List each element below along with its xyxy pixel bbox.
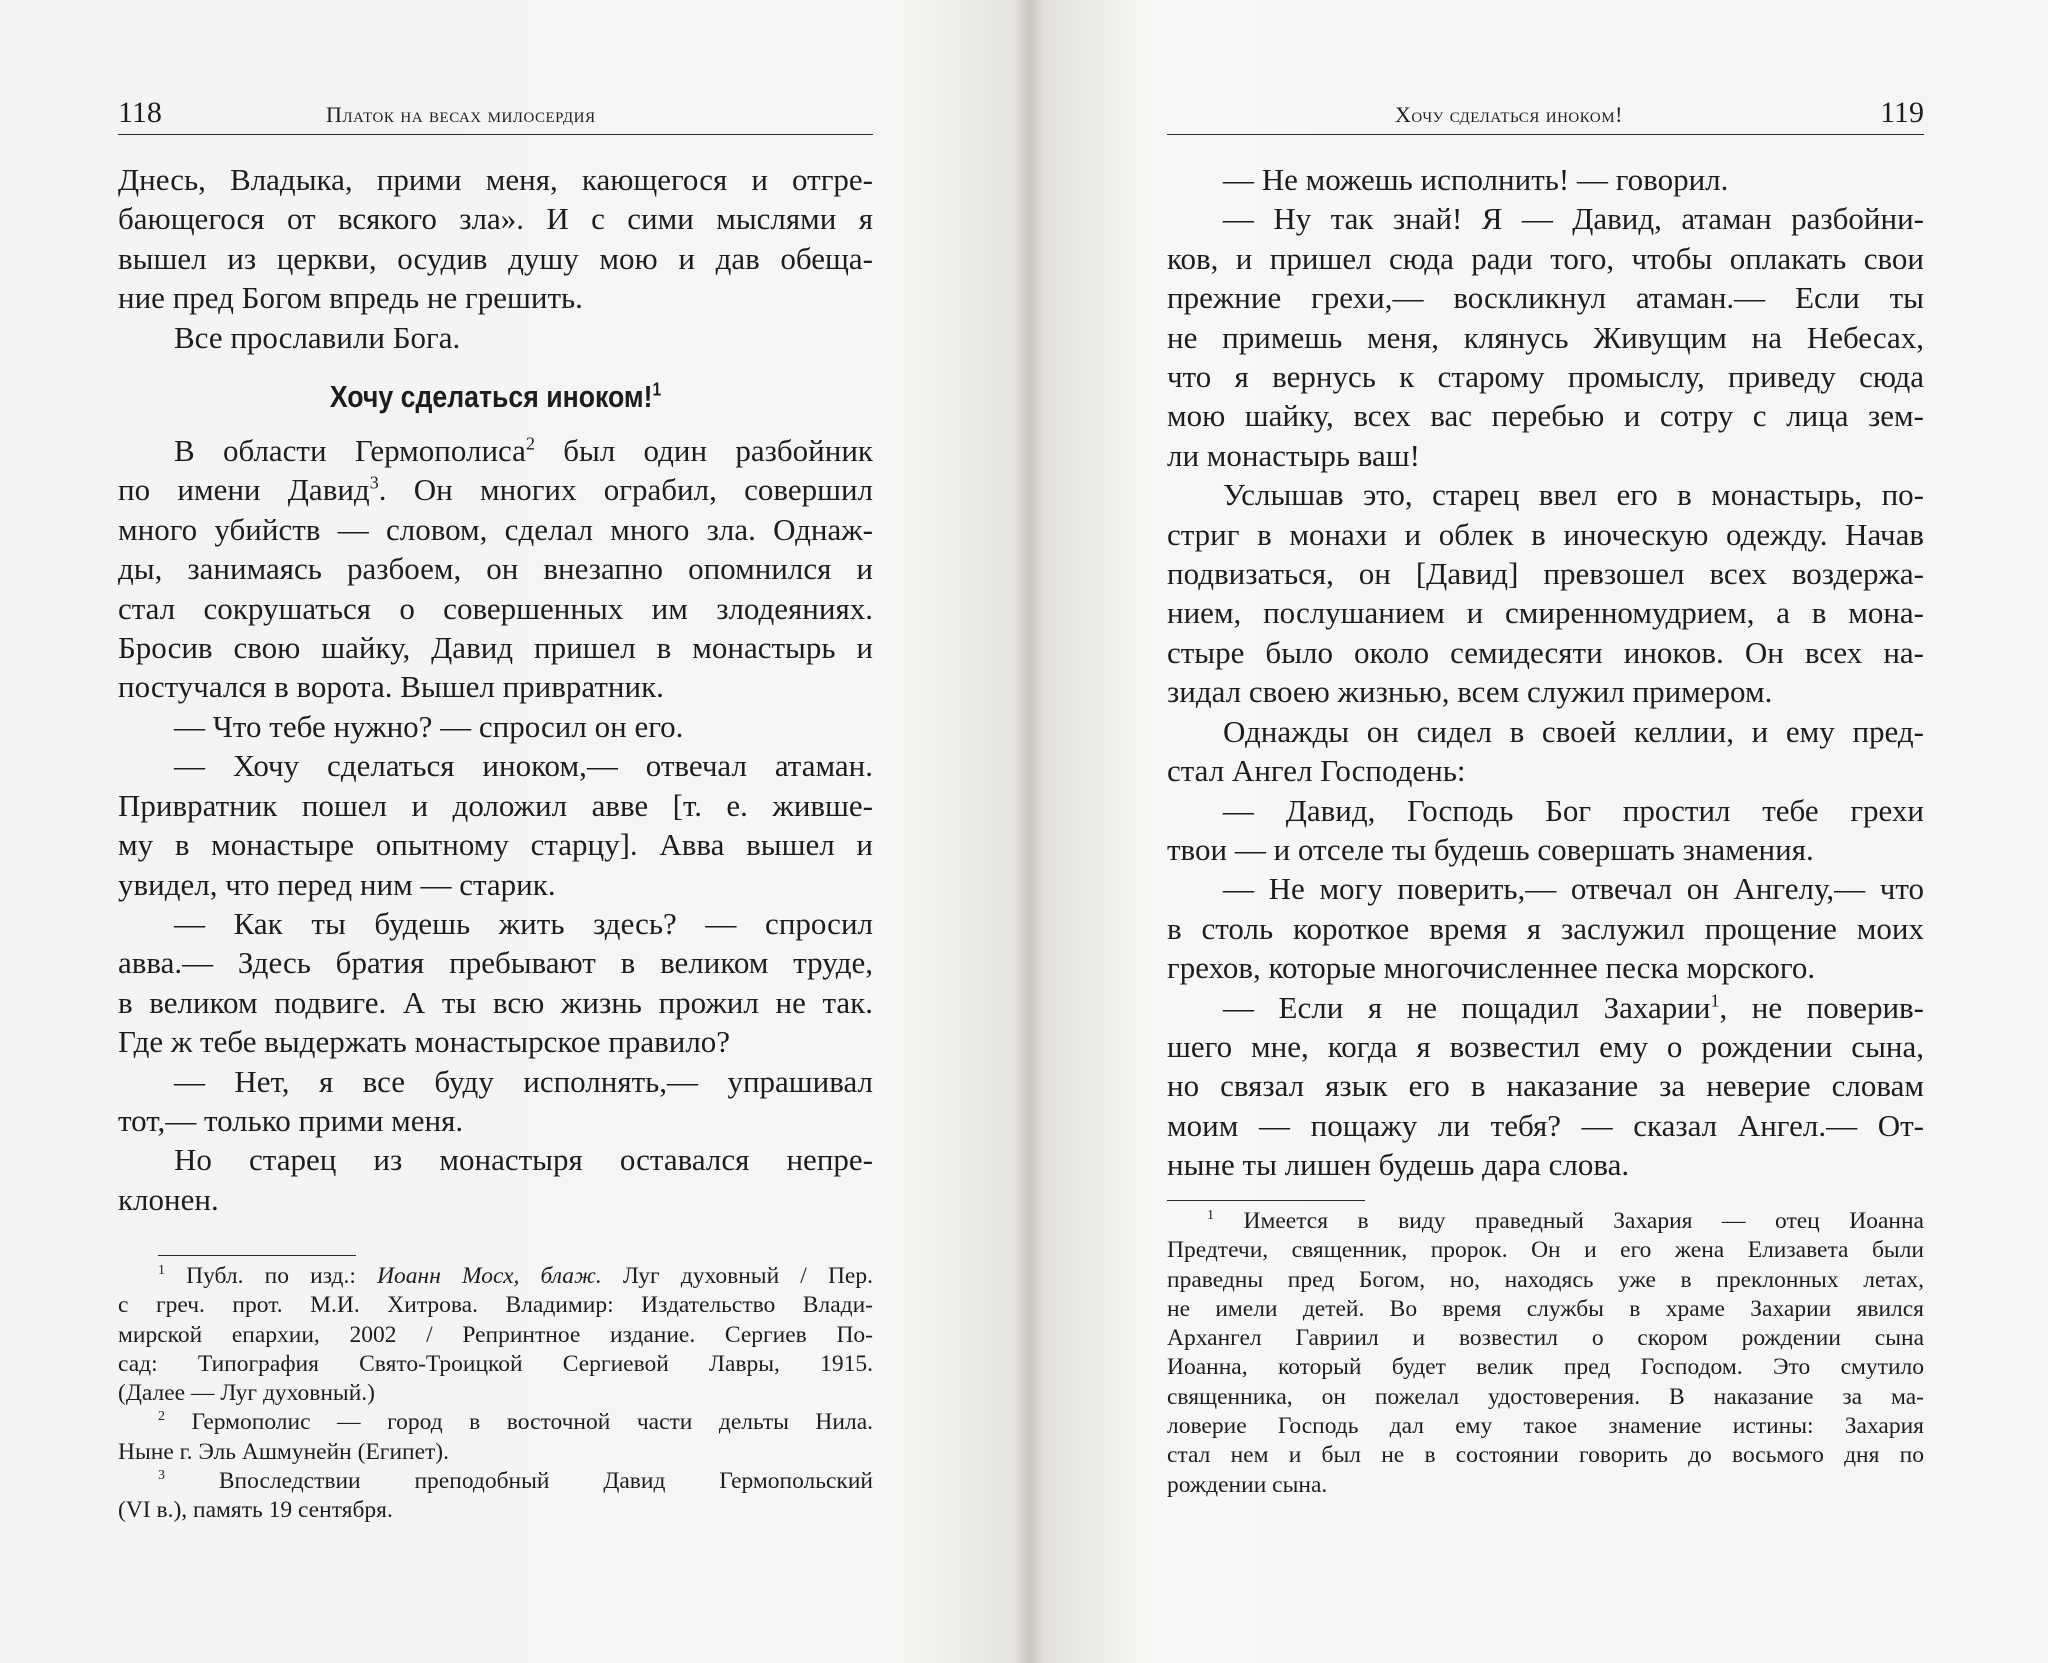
text-line: много убийств — словом, сделал много зла. Однаж- — [118, 511, 873, 547]
right-page-body — [1167, 160, 1924, 1185]
text-span: Гермополис — город в восточной части дельты Нила. — [165, 1409, 873, 1436]
text-span: В области Гермополиса — [174, 433, 526, 469]
footnote-number: 1 — [158, 1263, 165, 1279]
footnote-line: мирской епархии, 2002 / Репринтное издание. Сергиев По- — [118, 1321, 873, 1348]
left-page — [118, 0, 873, 1663]
text-line: ков, и пришел сюда ради того, чтобы оплакать свои — [1167, 240, 1924, 276]
text-line: Однажды он сидел в своей келлии, и ему пред- — [1223, 713, 1924, 749]
text-line: грехов, которые многочисленнее песка морского. — [1167, 950, 1816, 986]
footnote-ref: 2 — [525, 433, 535, 454]
footnote-divider — [158, 1255, 356, 1256]
footnote-number: 3 — [158, 1468, 165, 1484]
left-page-body — [118, 160, 873, 1219]
text-span: по имени Давид — [118, 472, 370, 508]
text-line: постучался в ворота. Вышел привратник. — [118, 669, 664, 705]
text-span: Публ. по изд.: — [165, 1263, 378, 1289]
text-line: — Как ты будешь жить здесь? — спросил — [174, 905, 873, 941]
text-line: стыре было около семидесяти иноков. Он всех на- — [1167, 634, 1924, 670]
left-footnotes — [118, 1262, 873, 1526]
text-line: твои — и отселе ты будешь совершать знамения. — [1167, 831, 1814, 867]
text-line: в великом подвиге. А ты всю жизнь прожил не так. — [118, 984, 873, 1020]
text-line: — Ну так знай! Я — Давид, атаман разбойни- — [1223, 201, 1924, 237]
text-line: клонен. — [118, 1181, 219, 1217]
footnote-line: не имели детей. Во время службы в храме Захарии явился — [1167, 1295, 1924, 1322]
text-line: ли монастырь ваш! — [1167, 437, 1420, 473]
text-span: , не поверив- — [1719, 989, 1924, 1025]
footnote-line: рождении сына. — [1167, 1471, 1328, 1498]
footnote-line: сад: Типография Свято-Троицкой Сергиевой Лавры, 1915. — [118, 1350, 873, 1377]
text-line: — Хочу сделаться иноком,— отвечал атаман. — [174, 748, 873, 784]
footnote-line: Ныне г. Эль Ашмунейн (Египет). — [118, 1438, 449, 1465]
right-page — [1167, 0, 1924, 1663]
footnote-line: ловерие Господь дал ему такое знамение истины: Захария — [1167, 1413, 1924, 1440]
footnote-line: с греч. прот. М.И. Хитрова. Владимир: Издательство Влади- — [118, 1292, 873, 1319]
text-line: стриг в монахи и облек в иноческую одежду. Начав — [1167, 516, 1924, 552]
footnote-ref: 1 — [652, 379, 662, 400]
text-line: Днесь, Владыка, прими меня, кающегося и отгре- — [118, 162, 873, 197]
chapter-title — [171, 377, 820, 417]
text-line: Бросив свою шайку, Давид пришел в монастырь и — [118, 630, 873, 666]
footnote-divider — [1167, 1200, 1365, 1201]
text-line: му в монастыре опытному старцу]. Авва вышел и — [118, 827, 873, 863]
text-line: ныне ты лишен будешь дара слова. — [1167, 1147, 1630, 1183]
text-line: Все прославили Бога. — [174, 319, 461, 355]
left-page-header — [118, 96, 873, 135]
text-line: бающегося от всякого зла». И с сими мыслями я — [118, 201, 873, 237]
footnote-line: Архангел Гавриил и возвестил о скором рождении сына — [1167, 1325, 1924, 1352]
text-line: зидал своею жизнью, всем служил примером. — [1167, 674, 1773, 710]
text-line: не примешь меня, клянусь Живущим на Небесах, — [1167, 319, 1924, 355]
text-span: Луг духовный / Пер. — [601, 1263, 873, 1289]
text-line: — Не могу поверить,— отвечал он Ангелу,— что — [1223, 871, 1924, 907]
footnote-number: 1 — [1207, 1208, 1214, 1224]
text-line: моим — пощажу ли тебя? — сказал Ангел.— От- — [1167, 1107, 1924, 1143]
text-line: что я вернусь к старому промыслу, приведу сюда — [1167, 359, 1924, 395]
footnote-line — [1167, 1207, 1924, 1236]
text-line: Привратник пошел и доложил авве [т. е. живше- — [118, 787, 873, 823]
footnote-ref: 3 — [369, 473, 379, 494]
text-span: был один разбойник — [534, 433, 873, 469]
right-page-number: 119 — [1880, 96, 1924, 129]
text-line: мою шайку, всех вас перебью и сотру с лица зем- — [1167, 398, 1924, 434]
text-line: авва.— Здесь братия пребывают в великом труде, — [118, 945, 873, 981]
footnote-line: священника, он пожелал удостоверения. В наказание за ма- — [1167, 1383, 1924, 1410]
text-line: тот,— только прими меня. — [118, 1102, 464, 1138]
left-running-head: Платок на весах милосердия — [326, 102, 596, 127]
text-line — [118, 431, 873, 470]
footnote-number: 2 — [158, 1409, 165, 1425]
text-line: — Нет, я все буду исполнять,— упрашивал — [174, 1063, 873, 1099]
footnote-line — [118, 1408, 873, 1437]
chapter-title-text: Хочу сделаться иноком! — [329, 379, 653, 415]
footnote-ref: 1 — [1710, 990, 1720, 1011]
footnote-line: Иоанна, который будет велик пред Господом. Это смутило — [1167, 1354, 1924, 1381]
right-page-header — [1167, 96, 1924, 135]
text-span: — Если я не пощадил Захарии — [1223, 989, 1711, 1025]
text-span: Имеется в виду праведный Захария — отец Иоанна — [1214, 1208, 1924, 1234]
footnote-line: (VI в.), память 19 сентября. — [118, 1497, 393, 1524]
text-line: — Что тебе нужно? — спросил он его. — [174, 708, 684, 744]
footnote-line: праведны пред Богом, но, находясь уже в преклонных летах, — [1167, 1266, 1924, 1293]
text-span: Впоследствии преподобный Давид Гермопольский — [165, 1468, 873, 1495]
footnote-author: Иоанн Мосх, блаж. — [377, 1263, 602, 1289]
text-line: вышел из церкви, осудив душу мою и дав обеща- — [118, 240, 873, 276]
text-line: увидел, что перед ним — старик. — [118, 866, 556, 902]
text-line: но связал язык его в наказание за неверие словам — [1167, 1068, 1924, 1104]
text-span: . Он многих ограбил, совершил — [378, 472, 874, 508]
text-line: — Не можешь исполнить! — говорил. — [1223, 162, 1729, 197]
text-line: ды, занимаясь разбоем, он внезапно опомнился и — [118, 551, 873, 587]
text-line — [1167, 988, 1924, 1027]
text-line: Услышав это, старец ввел его в монастырь, по- — [1223, 477, 1924, 513]
text-line: Но старец из монастыря оставался непре- — [174, 1142, 873, 1178]
footnote-line: Предтечи, священник, пророк. Он и его жена Елизавета были — [1167, 1237, 1924, 1264]
text-line: стал сокрушаться о совершенных им злодеяниях. — [118, 590, 873, 626]
text-line: в столь короткое время я заслужил прощение моих — [1167, 910, 1924, 946]
text-line — [118, 470, 873, 509]
footnote-line — [118, 1262, 873, 1291]
text-line: Где ж тебе выдержать монастырское правило? — [118, 1024, 731, 1060]
left-page-number: 118 — [118, 96, 162, 129]
footnote-line: стал нем и был не в состоянии говорить до восьмого дня по — [1167, 1442, 1924, 1469]
footnote-line: (Далее — Луг духовный.) — [118, 1380, 375, 1407]
text-line: шего мне, когда я возвестил ему о рождении сына, — [1167, 1028, 1924, 1064]
text-line: подвизаться, он [Давид] превзошел всех воздержа- — [1167, 556, 1924, 592]
text-line: прежние грехи,— воскликнул атаман.— Если ты — [1167, 280, 1924, 316]
text-line: — Давид, Господь Бог простил тебе грехи — [1223, 792, 1924, 828]
right-footnotes — [1167, 1207, 1924, 1500]
text-line: нием, послушанием и смиренномудрием, а в мона- — [1167, 595, 1924, 631]
text-line: ние пред Богом впредь не грешить. — [118, 280, 583, 316]
text-line: стал Ангел Господень: — [1167, 753, 1466, 789]
footnote-line — [118, 1467, 873, 1496]
right-running-head: Хочу сделаться иноком! — [1395, 102, 1623, 127]
